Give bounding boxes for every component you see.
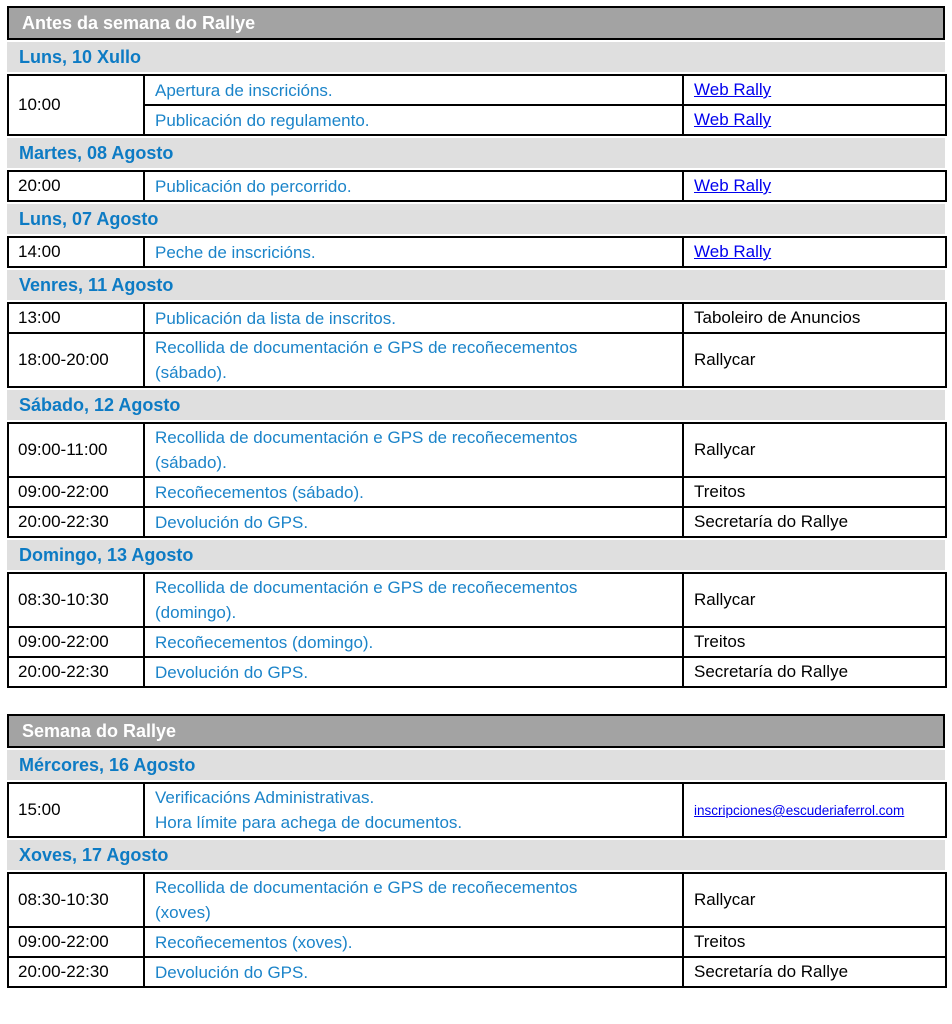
location-cell	[683, 105, 946, 135]
event-description-line: Verificacións Administrativas.	[155, 788, 375, 807]
day-header: Martes, 08 Agosto	[7, 138, 945, 168]
event-description: Apertura de inscricións.	[144, 75, 683, 105]
table-title: Semana do Rallye	[7, 714, 945, 748]
event-description-line: Recollida de documentación e GPS de recoñecementos	[155, 578, 578, 597]
table-row	[8, 303, 946, 333]
event-description: Recoñecementos (domingo).	[144, 627, 683, 657]
location-cell: Treitos	[683, 477, 946, 507]
time-cell: 10:00	[8, 75, 144, 135]
event-description-line: Recollida de documentación e GPS de recoñecementos	[155, 428, 578, 447]
location-cell	[683, 75, 946, 105]
event-description: Publicación da lista de inscritos.	[144, 303, 683, 333]
location-cell: Treitos	[683, 627, 946, 657]
table-row	[8, 105, 946, 135]
table-row	[8, 75, 946, 105]
web-rally-link[interactable]: Web Rally	[694, 80, 772, 99]
event-description-line: (sábado).	[155, 363, 227, 382]
event-description: Devolución do GPS.	[144, 657, 683, 687]
time-cell: 15:00	[8, 783, 144, 837]
table-row	[8, 573, 946, 627]
day-header: Venres, 11 Agosto	[7, 270, 945, 300]
table-row	[8, 237, 946, 267]
location-cell	[683, 237, 946, 267]
day-header: Xoves, 17 Agosto	[7, 840, 945, 870]
event-description: Devolución do GPS.	[144, 507, 683, 537]
schedule-table	[7, 302, 947, 388]
table-row	[8, 627, 946, 657]
schedule-table	[7, 422, 947, 538]
table-row	[8, 873, 946, 927]
time-cell: 13:00	[8, 303, 144, 333]
page	[7, 6, 945, 988]
table-row	[8, 507, 946, 537]
day-header: Luns, 07 Agosto	[7, 204, 945, 234]
time-cell: 20:00-22:30	[8, 507, 144, 537]
location-cell: Taboleiro de Anuncios	[683, 303, 946, 333]
location-cell	[683, 783, 946, 837]
schedule-table	[7, 572, 947, 688]
day-header: Domingo, 13 Agosto	[7, 540, 945, 570]
table-row	[8, 423, 946, 477]
day-header: Sábado, 12 Agosto	[7, 390, 945, 420]
email-link[interactable]: inscripciones@escuderiaferrol.com	[694, 803, 905, 818]
event-description-line: (sábado).	[155, 453, 227, 472]
event-description-line: Recollida de documentación e GPS de recoñecementos	[155, 878, 578, 897]
time-cell: 09:00-22:00	[8, 927, 144, 957]
schedule-section-before-rally	[7, 6, 945, 688]
location-cell: Rallycar	[683, 423, 946, 477]
schedule-table	[7, 782, 947, 838]
event-description: Peche de inscricións.	[144, 237, 683, 267]
event-description: Publicación do regulamento.	[144, 105, 683, 135]
location-cell: Rallycar	[683, 333, 946, 387]
schedule-table	[7, 74, 947, 136]
table-row	[8, 333, 946, 387]
event-description-line: (xoves)	[155, 903, 211, 922]
time-cell: 20:00	[8, 171, 144, 201]
schedule-table	[7, 170, 947, 202]
location-cell: Treitos	[683, 927, 946, 957]
schedule-table	[7, 236, 947, 268]
table-row	[8, 957, 946, 987]
event-description	[144, 783, 683, 837]
time-cell: 14:00	[8, 237, 144, 267]
web-rally-link[interactable]: Web Rally	[694, 176, 772, 195]
time-cell: 20:00-22:30	[8, 957, 144, 987]
table-row	[8, 783, 946, 837]
table-row	[8, 477, 946, 507]
location-cell: Secretaría do Rallye	[683, 657, 946, 687]
location-cell: Secretaría do Rallye	[683, 957, 946, 987]
event-description-line: Recollida de documentación e GPS de recoñecementos	[155, 338, 578, 357]
event-description-line: Hora límite para achega de documentos.	[155, 813, 463, 832]
event-description	[144, 873, 683, 927]
web-rally-link[interactable]: Web Rally	[694, 110, 772, 129]
time-cell: 09:00-22:00	[8, 477, 144, 507]
event-description: Devolución do GPS.	[144, 957, 683, 987]
schedule-section-rally-week	[7, 714, 945, 988]
table-row	[8, 927, 946, 957]
time-cell: 08:30-10:30	[8, 573, 144, 627]
time-cell: 09:00-11:00	[8, 423, 144, 477]
time-cell: 09:00-22:00	[8, 627, 144, 657]
event-description	[144, 423, 683, 477]
location-cell: Rallycar	[683, 873, 946, 927]
event-description: Recoñecementos (sábado).	[144, 477, 683, 507]
location-cell	[683, 171, 946, 201]
event-description-line: (domingo).	[155, 603, 237, 622]
day-header: Mércores, 16 Agosto	[7, 750, 945, 780]
table-title: Antes da semana do Rallye	[7, 6, 945, 40]
web-rally-link[interactable]: Web Rally	[694, 242, 772, 261]
table-row	[8, 657, 946, 687]
table-row	[8, 171, 946, 201]
day-header: Luns, 10 Xullo	[7, 42, 945, 72]
time-cell: 18:00-20:00	[8, 333, 144, 387]
location-cell: Rallycar	[683, 573, 946, 627]
time-cell: 08:30-10:30	[8, 873, 144, 927]
event-description	[144, 333, 683, 387]
time-cell: 20:00-22:30	[8, 657, 144, 687]
schedule-table	[7, 872, 947, 988]
location-cell: Secretaría do Rallye	[683, 507, 946, 537]
event-description: Recoñecementos (xoves).	[144, 927, 683, 957]
event-description: Publicación do percorrido.	[144, 171, 683, 201]
event-description	[144, 573, 683, 627]
